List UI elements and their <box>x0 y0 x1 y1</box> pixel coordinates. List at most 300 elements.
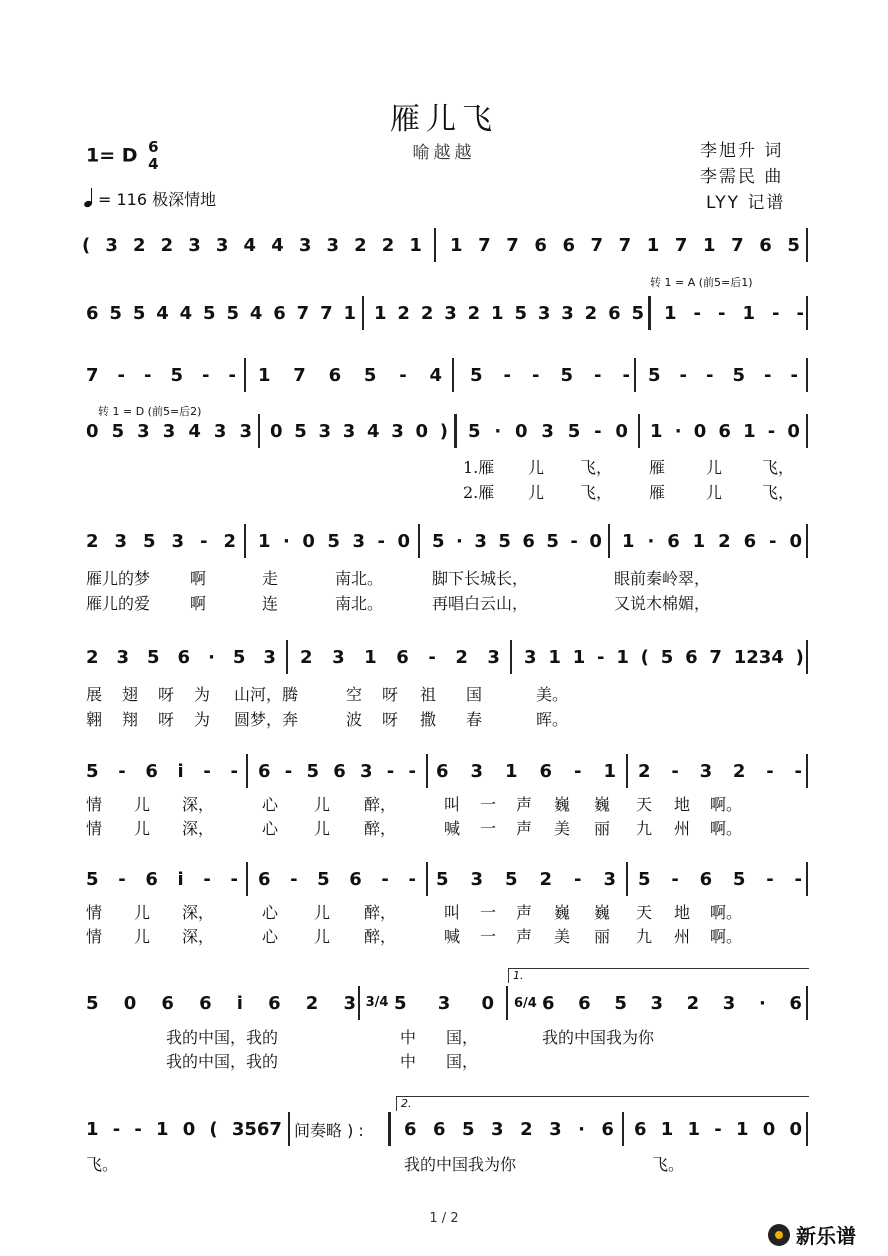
note: 5 <box>498 530 511 552</box>
note: 3 <box>162 420 176 442</box>
measure <box>404 1112 614 1146</box>
note: - <box>796 302 804 324</box>
note: 3 <box>318 420 332 442</box>
note: 6 <box>718 420 731 442</box>
note: 3 <box>437 992 451 1014</box>
note: 5 <box>462 1118 475 1140</box>
note: 5 <box>436 868 449 890</box>
note: 4 <box>249 302 263 324</box>
note: 1 <box>742 302 756 324</box>
note: 0 <box>415 420 429 442</box>
note: 6 <box>542 992 555 1014</box>
measure <box>432 524 602 558</box>
note: - <box>718 302 726 324</box>
measure <box>258 754 416 788</box>
note: - <box>671 760 679 782</box>
bar-line <box>806 358 808 392</box>
note: 3 <box>298 234 312 256</box>
note: 5 <box>732 868 746 890</box>
measure <box>270 414 448 448</box>
bar-line <box>806 1112 808 1146</box>
time-change: 6/4 <box>514 995 537 1011</box>
note: 0 <box>86 420 99 442</box>
score-line <box>82 862 810 902</box>
note: 5 <box>111 420 125 442</box>
note: 3 <box>342 420 356 442</box>
note: - <box>570 530 578 552</box>
note: - <box>574 760 582 782</box>
note: 6 <box>86 302 99 324</box>
note: 1 <box>743 420 756 442</box>
repeat-end <box>388 1112 391 1146</box>
note: 7 <box>709 646 722 668</box>
note: 6 <box>743 530 757 552</box>
note: 2 <box>520 1118 533 1140</box>
measure <box>450 228 800 262</box>
note: 3 <box>549 1118 562 1140</box>
note: 3 <box>343 992 356 1014</box>
note: - <box>769 530 777 552</box>
lyricist: 李旭升 词 <box>700 141 784 161</box>
note: i <box>177 868 184 890</box>
note: 7 <box>293 364 306 386</box>
note: 3 <box>470 868 484 890</box>
note: 5 <box>232 646 246 668</box>
note: 2 <box>300 646 313 668</box>
note: 0 <box>789 1118 802 1140</box>
measure <box>258 358 442 392</box>
note: 6 <box>608 302 621 324</box>
note: 2 <box>381 234 395 256</box>
note: 2 <box>584 302 598 324</box>
note: 3 <box>487 646 500 668</box>
score-line <box>82 414 810 454</box>
note: 1 <box>505 760 518 782</box>
note: - <box>118 868 126 890</box>
note: 6 <box>433 1118 446 1140</box>
note: 1 <box>664 302 677 324</box>
note: - <box>117 364 126 386</box>
note: - <box>408 868 416 890</box>
note: 6 <box>333 760 346 782</box>
note: 6 <box>199 992 212 1014</box>
measure <box>82 228 422 262</box>
note: 3 <box>699 760 713 782</box>
note: 7 <box>674 234 688 256</box>
note: - <box>574 868 582 890</box>
note: - <box>428 646 436 668</box>
note: - <box>200 530 208 552</box>
note: 6 <box>145 760 158 782</box>
bar-line <box>286 640 288 674</box>
note: - <box>399 364 407 386</box>
note: 1 <box>450 234 463 256</box>
note: 3 <box>470 760 484 782</box>
note: 5 <box>394 992 407 1014</box>
measure <box>436 754 616 788</box>
note: i <box>236 992 243 1014</box>
note: - <box>693 302 702 324</box>
note: 2 <box>86 530 99 552</box>
bar-line <box>608 524 610 558</box>
note: · <box>758 992 766 1014</box>
note: ) <box>795 646 804 668</box>
note: 6 <box>699 868 713 890</box>
note: 6 <box>562 234 575 256</box>
note: 0 <box>302 530 315 552</box>
note: - <box>377 530 385 552</box>
lyric-line-1: 情 儿 深， 心 儿 醉， 叫 一 声 巍 巍 天 地 啊。 <box>86 903 743 922</box>
note: 2 <box>455 646 468 668</box>
note: 3 <box>105 234 118 256</box>
bar-line <box>648 296 651 330</box>
measure <box>258 862 416 896</box>
note: 5 <box>86 868 99 890</box>
bar-line <box>634 358 636 392</box>
site-logo: 新乐谱 <box>768 1220 856 1249</box>
note: 1 <box>616 646 629 668</box>
page-number: 1 / 2 <box>429 1211 459 1226</box>
note: 0 <box>762 1118 776 1140</box>
note: 6 <box>634 1118 647 1140</box>
note: 1 <box>622 530 635 552</box>
note: 6 <box>685 646 698 668</box>
note: 0 <box>397 530 410 552</box>
note: 5 <box>514 302 527 324</box>
note: - <box>386 760 395 782</box>
note: - <box>203 760 211 782</box>
note: 2 <box>686 992 700 1014</box>
note: 2 <box>132 234 146 256</box>
note: 3 <box>213 420 227 442</box>
measure <box>622 524 802 558</box>
note: 5 <box>787 234 800 256</box>
note: 1 <box>86 1118 99 1140</box>
note: 5 <box>306 760 320 782</box>
note: 1 <box>156 1118 169 1140</box>
note: 0 <box>615 420 628 442</box>
note: 5 <box>732 364 746 386</box>
note: 4 <box>188 420 201 442</box>
note: 1 <box>409 234 422 256</box>
note: - <box>714 1118 722 1140</box>
note: 5 <box>147 646 160 668</box>
measure <box>648 358 798 392</box>
note: 7 <box>86 364 99 386</box>
note: 3 <box>650 992 663 1014</box>
note: 3 <box>722 992 736 1014</box>
note: 5 <box>226 302 239 324</box>
note: - <box>144 364 152 386</box>
lyric-line-1: 雁儿的梦 啊 走 南北。 脚下长城长， 眼前秦岭翠， <box>86 569 711 588</box>
note: 6 <box>759 234 772 256</box>
note: - <box>671 868 679 890</box>
bar-line <box>244 524 246 558</box>
measure <box>86 986 356 1020</box>
note: 3 <box>474 530 487 552</box>
note: 3 <box>239 420 252 442</box>
note: - <box>594 420 602 442</box>
note: 3 <box>215 234 229 256</box>
note: 1 <box>258 364 271 386</box>
repeat-start <box>454 414 457 448</box>
note: 5 <box>317 868 330 890</box>
note: 3 <box>541 420 554 442</box>
bar-line <box>288 1112 290 1146</box>
note: - <box>766 760 774 782</box>
bar-line <box>246 862 248 896</box>
score-line <box>82 986 810 1026</box>
time-change: 3/4 <box>365 995 389 1010</box>
note: 6 <box>349 868 362 890</box>
bar-line <box>506 986 508 1020</box>
lyric-line-1: 情 儿 深， 心 儿 醉， 叫 一 声 巍 巍 天 地 啊。 <box>86 795 743 814</box>
lyric-line-1: 飞。 我的中国我为你 飞。 <box>86 1155 685 1174</box>
note: 5 <box>660 646 674 668</box>
note: 1 <box>702 234 716 256</box>
measure <box>634 1112 802 1146</box>
note: - <box>118 760 126 782</box>
note: 6 <box>601 1118 614 1140</box>
note: 6 <box>667 530 680 552</box>
note: 0 <box>787 420 800 442</box>
note: 1 <box>660 1118 674 1140</box>
note: - <box>290 868 298 890</box>
measure <box>374 296 644 330</box>
note: 3 <box>326 234 339 256</box>
note: ( <box>640 646 649 668</box>
note: - <box>134 1118 142 1140</box>
note: 1 <box>687 1118 701 1140</box>
note: - <box>228 364 236 386</box>
score-line <box>82 1112 810 1152</box>
measure <box>258 524 410 558</box>
note: 2 <box>397 302 410 324</box>
score-line <box>82 524 810 564</box>
bar-line <box>806 228 808 262</box>
note: 3 <box>171 530 185 552</box>
song-title: 雁儿飞 <box>390 102 498 137</box>
note: 1 <box>603 760 616 782</box>
note: 5 <box>86 760 99 782</box>
note: 1 <box>374 302 387 324</box>
note: - <box>503 364 512 386</box>
note: - <box>706 364 714 386</box>
lyric-line-2: 翱 翔 呀 为 圆梦，奔 波 呀 撒 春 晖。 <box>86 710 569 729</box>
note: 7 <box>296 302 310 324</box>
measure <box>86 296 356 330</box>
note: 6 <box>145 868 158 890</box>
note: 3 <box>603 868 616 890</box>
note: 5 <box>203 302 216 324</box>
bar-line <box>626 862 628 896</box>
bar-line <box>246 754 248 788</box>
note: 1 <box>692 530 706 552</box>
note: - <box>230 760 238 782</box>
note: - <box>790 364 798 386</box>
note: 1 <box>646 234 660 256</box>
bar-line <box>806 640 808 674</box>
note: 3 <box>491 1118 504 1140</box>
note: - <box>230 868 238 890</box>
note: 1 <box>258 530 271 552</box>
note: 3 <box>188 234 201 256</box>
lyric-line-2: 2.雁 儿 飞， 雁 儿 飞， <box>463 483 795 502</box>
note: 1234 <box>733 646 784 668</box>
measure <box>650 414 800 448</box>
note: 2 <box>223 530 236 552</box>
note: 3 <box>524 646 537 668</box>
bar-line <box>426 862 428 896</box>
note: 4 <box>179 302 193 324</box>
lyric-line-2: 雁儿的爱 啊 连 南北。 再唱白云山， 又说木棉媚， <box>86 594 711 613</box>
note: 5 <box>327 530 340 552</box>
measure <box>638 862 802 896</box>
bar-line <box>258 414 260 448</box>
score-line <box>82 358 810 398</box>
note: 5 <box>648 364 661 386</box>
quarter-note-icon <box>84 193 94 207</box>
note: 1 <box>491 302 504 324</box>
note: 0 <box>589 530 602 552</box>
note: 7 <box>590 234 604 256</box>
note: 6 <box>534 234 547 256</box>
note: 6 <box>578 992 591 1014</box>
measure <box>86 1112 282 1146</box>
bar-line <box>806 414 808 448</box>
measure <box>436 862 616 896</box>
measure <box>86 754 238 788</box>
lyric-line-1: 展 翅 呀 为 山河，腾 空 呀 祖 国 美。 <box>86 685 569 704</box>
note: - <box>622 364 630 386</box>
note: - <box>772 302 780 324</box>
note: · <box>456 530 463 552</box>
bar-line <box>244 358 246 392</box>
note: ( <box>209 1118 218 1140</box>
note: 4 <box>271 234 284 256</box>
note: 0 <box>270 420 283 442</box>
note: - <box>203 868 211 890</box>
note: 3567 <box>231 1118 282 1140</box>
composer: 李需民 曲 <box>700 167 784 187</box>
note: 2 <box>732 760 746 782</box>
note: - <box>679 364 688 386</box>
note: · <box>208 646 215 668</box>
note: ( <box>82 234 91 256</box>
note: 3 <box>391 420 404 442</box>
note: · <box>674 420 682 442</box>
measure <box>524 640 804 674</box>
bar-line <box>418 524 420 558</box>
lyric-line-1: 我的中国，我的 中 国， 我的中国我为你 <box>166 1028 655 1047</box>
bar-line <box>806 862 808 896</box>
note: - <box>112 1118 121 1140</box>
note: · <box>494 420 502 442</box>
bar-line <box>806 524 808 558</box>
note: 5 <box>170 364 184 386</box>
note: 3 <box>114 530 128 552</box>
note: 3 <box>537 302 551 324</box>
note: 2 <box>539 868 553 890</box>
note: 5 <box>631 302 644 324</box>
note: - <box>794 868 802 890</box>
note: 1 <box>343 302 356 324</box>
note: 0 <box>481 992 494 1014</box>
key-signature <box>86 139 159 173</box>
note: 0 <box>123 992 137 1014</box>
note: · <box>647 530 655 552</box>
first-ending: 1. <box>508 968 809 983</box>
note: 6 <box>539 760 553 782</box>
note: 7 <box>618 234 632 256</box>
measure <box>86 358 236 392</box>
note: 6 <box>522 530 535 552</box>
note: - <box>764 364 772 386</box>
note: - <box>381 868 389 890</box>
bar-line <box>510 640 512 674</box>
measure <box>86 640 276 674</box>
note: 6 <box>396 646 409 668</box>
note: - <box>408 760 416 782</box>
measure <box>86 414 252 448</box>
score-line <box>82 228 810 268</box>
singer-name: 喻越越 <box>412 143 476 163</box>
key-label: 1= D <box>86 144 138 167</box>
note: 5 <box>614 992 627 1014</box>
record-icon <box>768 1224 790 1246</box>
note: 0 <box>182 1118 196 1140</box>
measure <box>86 862 238 896</box>
note: 2 <box>467 302 481 324</box>
bar-line <box>452 358 454 392</box>
note: 5 <box>432 530 445 552</box>
note: 6 <box>404 1118 417 1140</box>
note: 5 <box>638 868 651 890</box>
second-ending: 2. <box>396 1096 809 1111</box>
note: 3 <box>561 302 574 324</box>
note: 1 <box>548 646 561 668</box>
note: 6 <box>268 992 281 1014</box>
note: - <box>767 420 776 442</box>
note: 2 <box>420 302 434 324</box>
measure <box>638 754 802 788</box>
bar-line <box>362 296 364 330</box>
note: 3 <box>352 530 365 552</box>
note: 6 <box>161 992 174 1014</box>
note: 2 <box>638 760 651 782</box>
interlude-note: 间奏略 ) : <box>294 1120 364 1140</box>
note: · <box>578 1118 585 1140</box>
note: 7 <box>478 234 491 256</box>
note: 5 <box>560 364 574 386</box>
note: 3 <box>444 302 457 324</box>
note: 6 <box>436 760 449 782</box>
bar-line <box>358 986 360 1020</box>
note: 6 <box>177 646 191 668</box>
note: 1 <box>572 646 586 668</box>
score-line <box>82 754 810 794</box>
note: 4 <box>156 302 169 324</box>
note: 5 <box>109 302 122 324</box>
note: - <box>766 868 774 890</box>
measure <box>664 296 804 330</box>
bar-line <box>626 754 628 788</box>
note: - <box>794 760 802 782</box>
measure <box>470 358 630 392</box>
note: 6 <box>328 364 342 386</box>
note: 6 <box>273 302 286 324</box>
note: 5 <box>470 364 483 386</box>
